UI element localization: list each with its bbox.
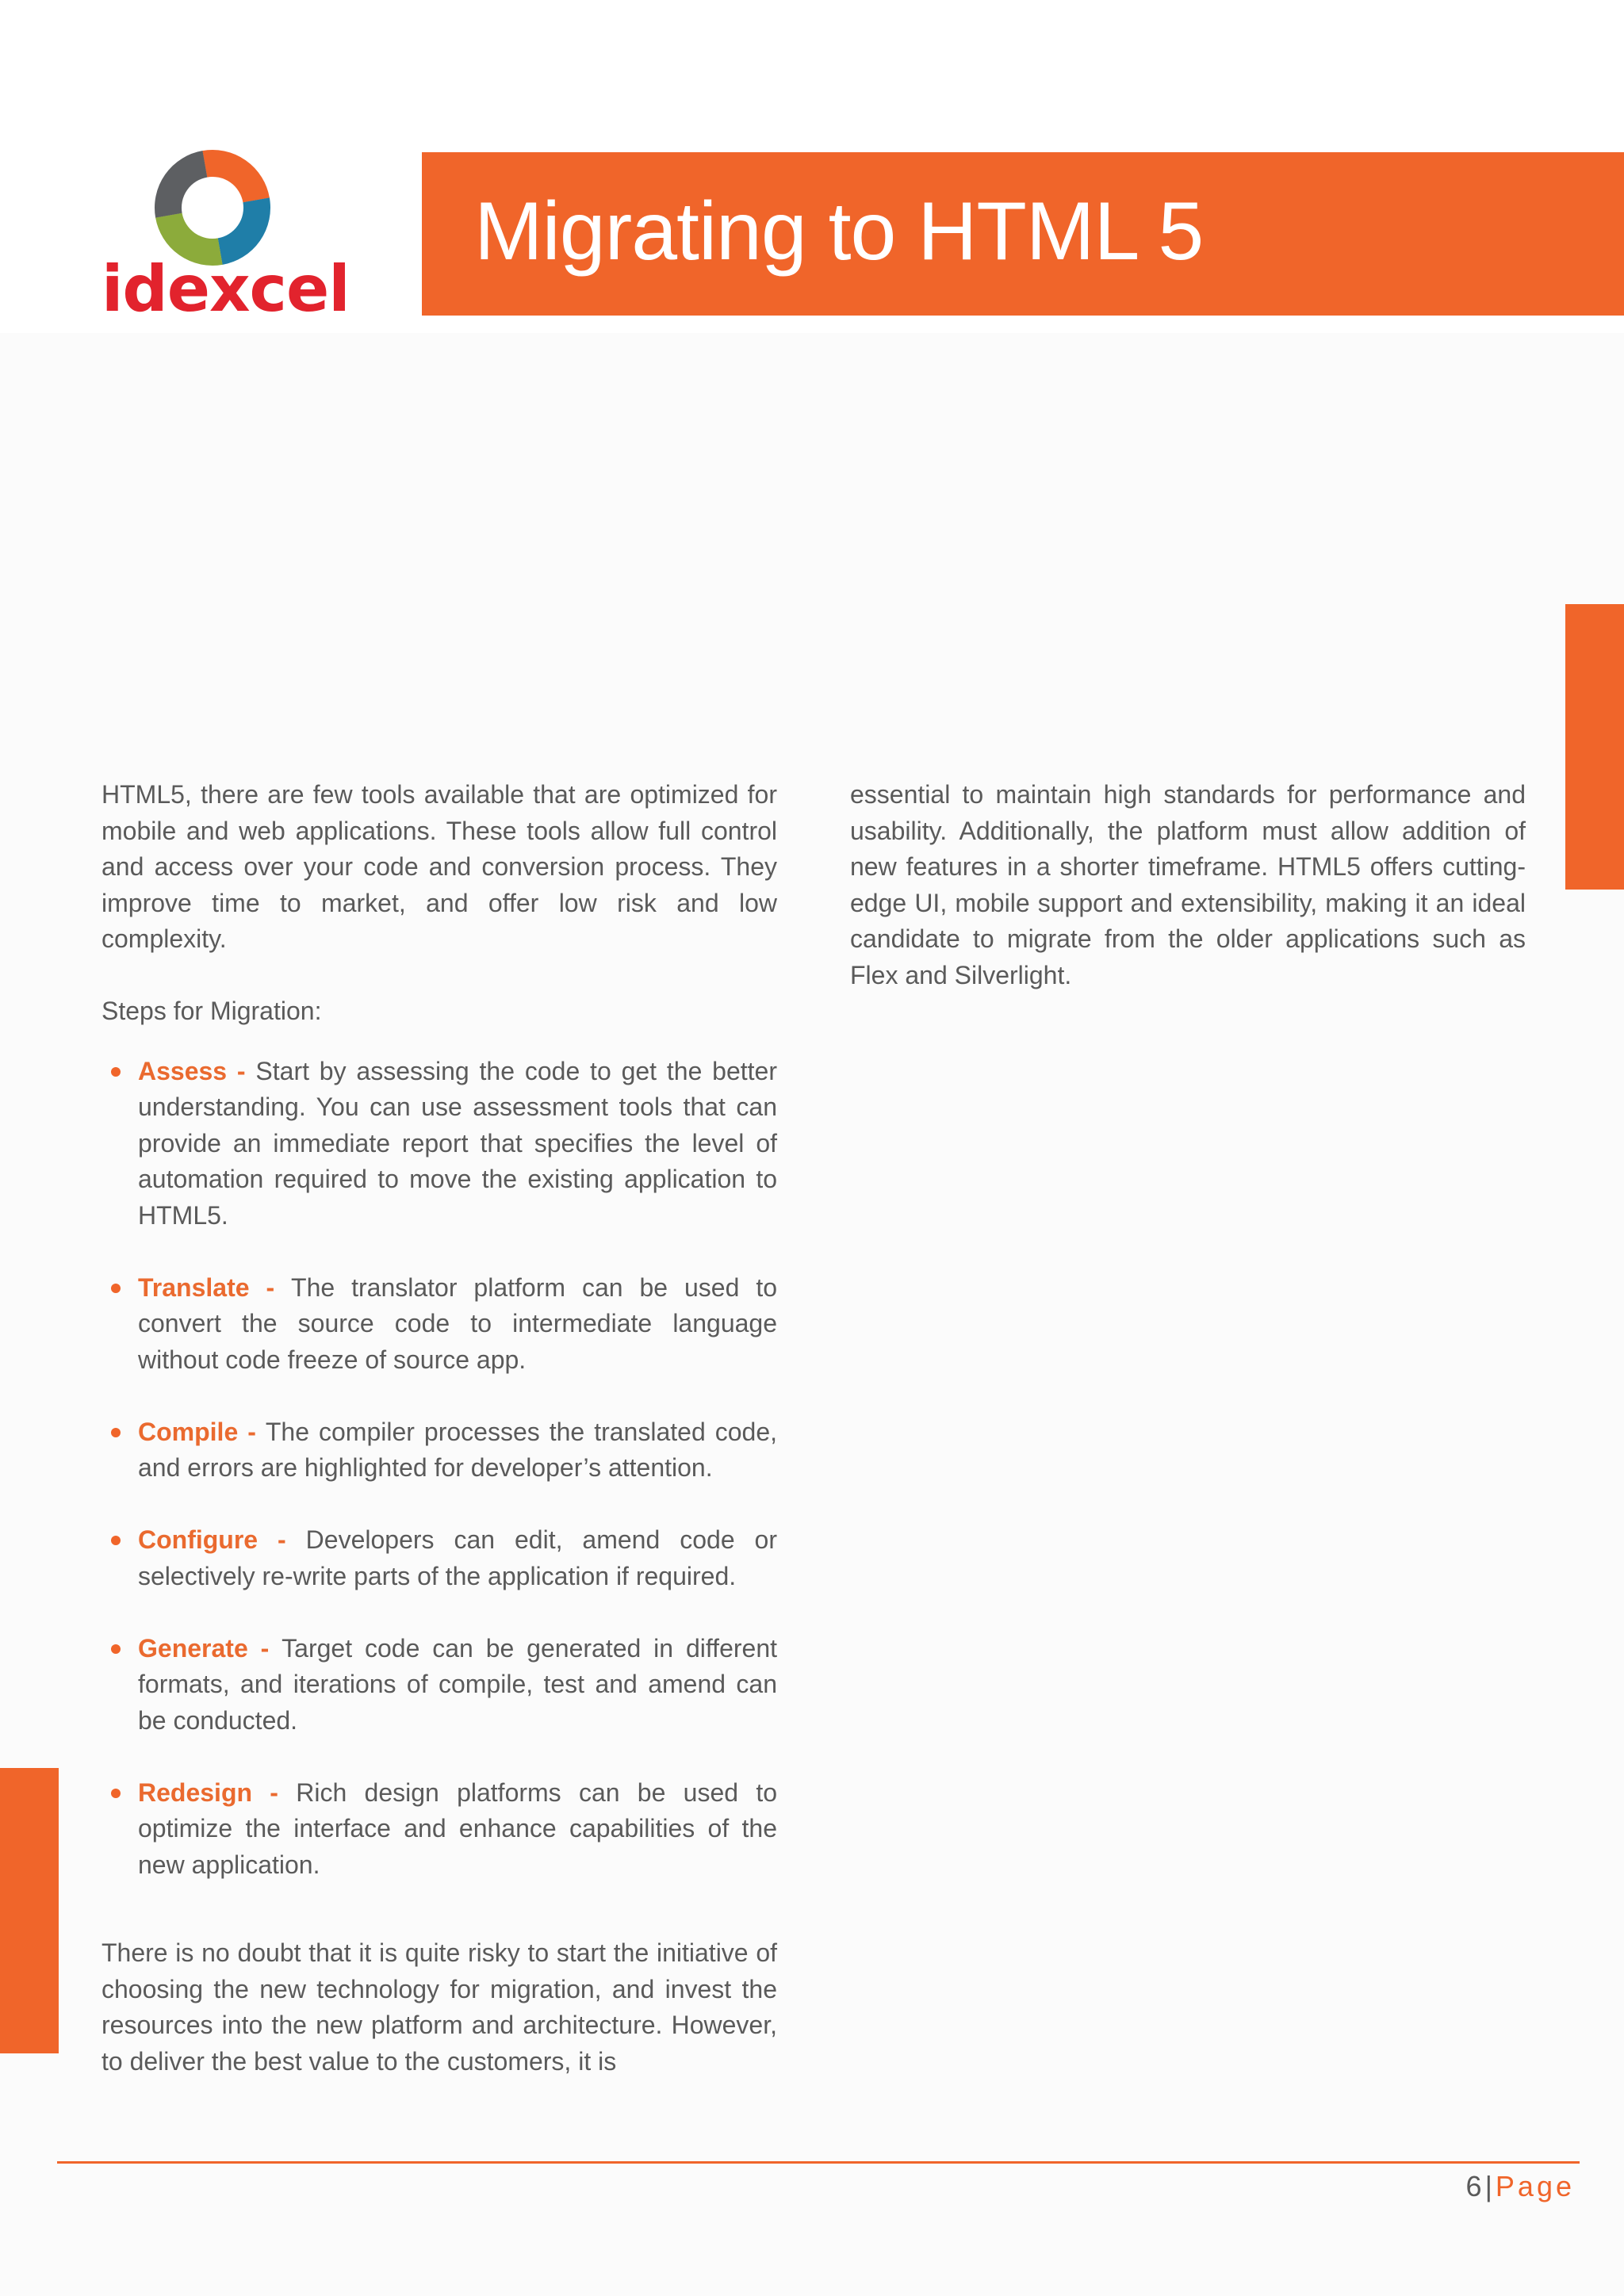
step-separator: - xyxy=(252,1777,297,1807)
logo-swirl-icon xyxy=(154,149,271,266)
bullet-icon xyxy=(111,1536,121,1545)
step-description: Start by assessing the code to get the better understanding. You can use assessment tools that can provide an immediate report that specifies the level of automation required to move the existing application to HTML5. xyxy=(138,1056,778,1230)
left-column xyxy=(102,777,777,2080)
step-translate xyxy=(102,1270,777,1379)
step-description: Target code can be generated in different formats, and iterations of compile, test and amend can be conducted. xyxy=(138,1633,778,1735)
step-description: Rich design platforms can be used to optimize the interface and enhance capabilities of the new application. xyxy=(138,1777,778,1879)
logo-wordmark: idexcel xyxy=(102,252,350,326)
step-title: Configure xyxy=(138,1525,259,1554)
step-separator: - xyxy=(249,1272,292,1302)
footer-divider xyxy=(57,2161,1580,2164)
step-compile xyxy=(102,1414,777,1487)
bullet-icon xyxy=(111,1789,121,1798)
right-accent-bar xyxy=(1565,604,1624,890)
page-number: 6 xyxy=(1465,2170,1482,2202)
page-separator: | xyxy=(1484,2170,1492,2202)
title-banner xyxy=(422,152,1624,316)
step-description: The translator platform can be used to convert the source code to intermediate language without code freeze of source app. xyxy=(138,1272,777,1374)
intro-paragraph: HTML5, there are few tools available that are optimized for mobile and web applications. These tools allow full control and access over your code and conversion process. They improve time to market, and offer low risk and low complexity. xyxy=(102,780,777,953)
right-column xyxy=(850,777,1526,993)
continuation-paragraph: essential to maintain high standards for performance and usability. Additionally, the platform must allow addition of new features in a shorter timeframe. HTML5 offers cutting-edge UI, mobile support and extensibility, making it an ideal candidate to migrate from the older applications such as Flex and Silverlight. xyxy=(850,780,1526,989)
step-title: Translate xyxy=(138,1272,250,1302)
left-accent-bar xyxy=(0,1768,59,2053)
idexcel-logo xyxy=(102,149,350,326)
page-footer xyxy=(1466,2169,1575,2204)
step-separator: - xyxy=(227,1056,256,1085)
step-title: Compile xyxy=(138,1417,239,1446)
paragraph-spacer xyxy=(102,958,777,994)
bullet-icon xyxy=(111,1067,121,1077)
bullet-icon xyxy=(111,1428,121,1437)
step-assess xyxy=(102,1054,777,1234)
step-generate xyxy=(102,1631,777,1739)
step-redesign xyxy=(102,1775,777,1884)
steps-heading: Steps for Migration: xyxy=(102,997,322,1025)
step-separator: - xyxy=(238,1417,266,1446)
step-separator: - xyxy=(247,1633,282,1663)
step-configure xyxy=(102,1522,777,1594)
closing-paragraph: There is no doubt that it is quite risky to start the initiative of choosing the new technology for migration, and invest the resources into the new platform and architecture. However, to deliver the best value to the customers, it is xyxy=(102,1938,777,2076)
page-title: Migrating to HTML 5 xyxy=(474,186,1204,277)
step-title: Redesign xyxy=(138,1777,253,1807)
step-description: The compiler processes the translated code, and errors are highlighted for developer’s attention. xyxy=(138,1417,778,1482)
step-title: Assess xyxy=(138,1056,228,1085)
bullet-icon xyxy=(111,1284,121,1293)
step-description: Developers can edit, amend code or selectively re-write parts of the application if required. xyxy=(138,1525,778,1590)
bullet-icon xyxy=(111,1644,121,1654)
page-label: Page xyxy=(1495,2170,1575,2202)
step-separator: - xyxy=(258,1525,306,1554)
steps-list xyxy=(102,1054,777,1884)
step-title: Generate xyxy=(138,1633,248,1663)
